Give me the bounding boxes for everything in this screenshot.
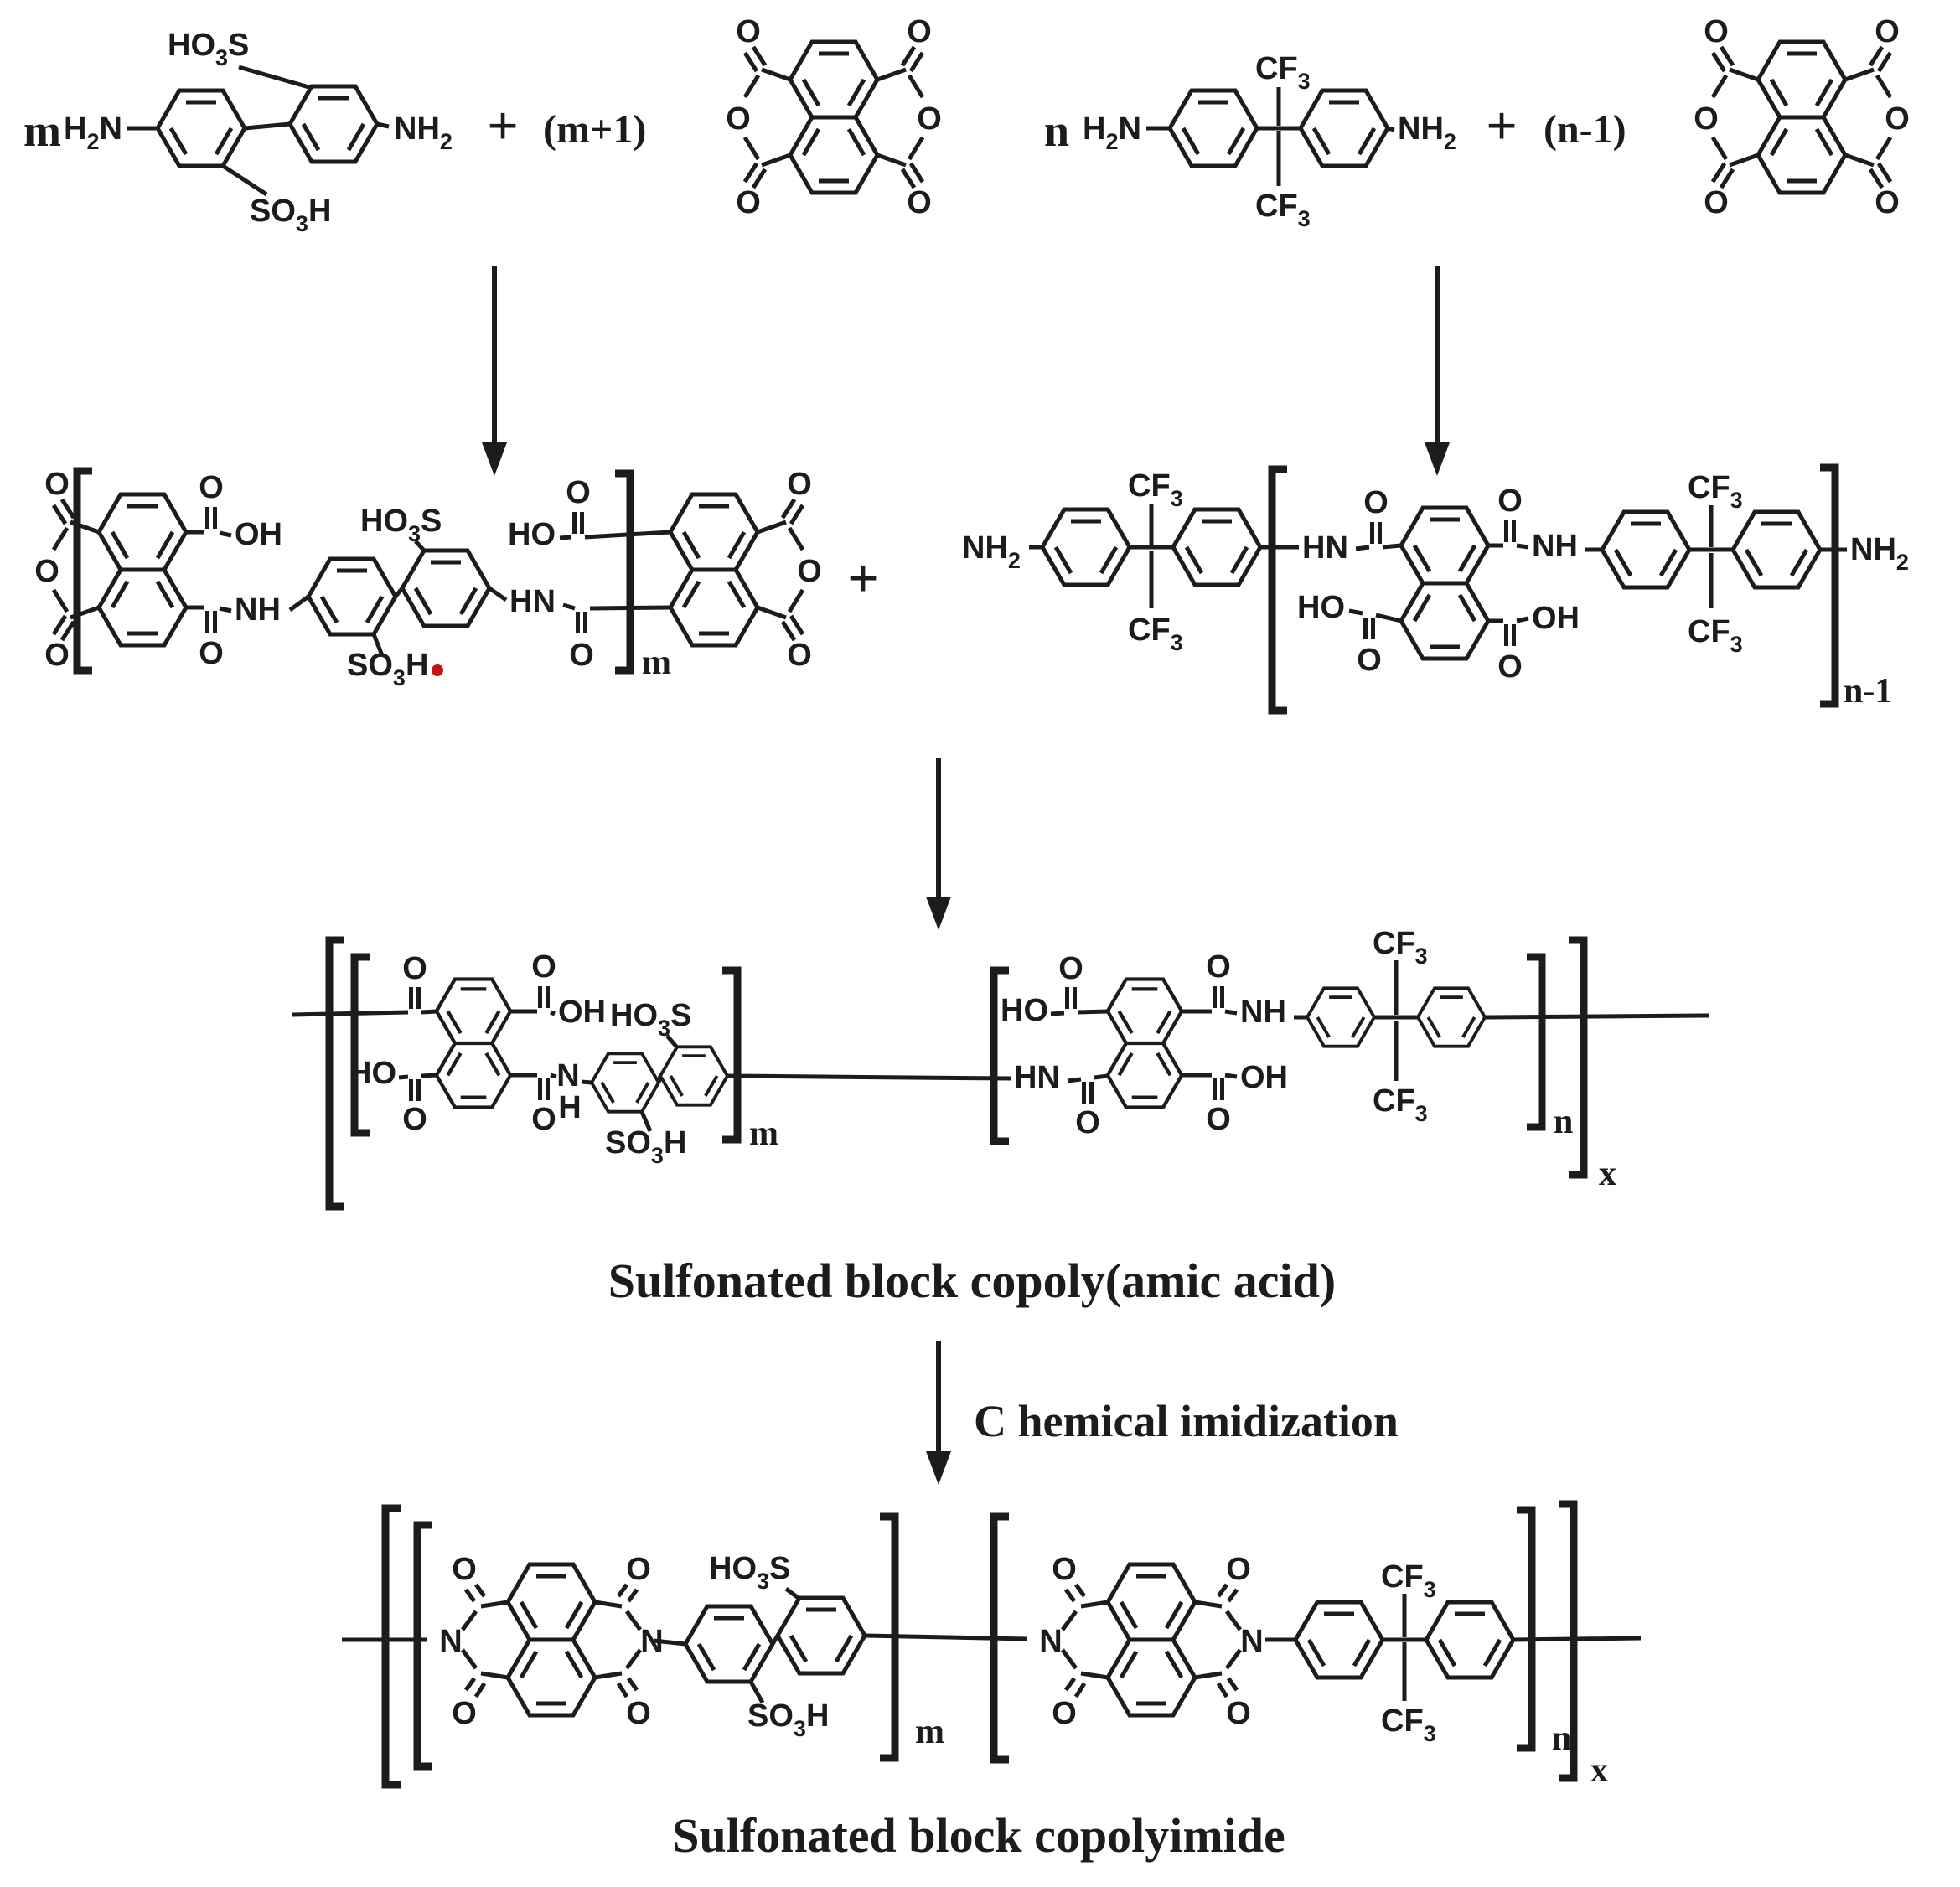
reactant-fluorinated-diamine (1044, 51, 1456, 231)
arrow-chemical-imidization (926, 1341, 951, 1485)
atom-label-o: O (1206, 1102, 1231, 1137)
double-bond (1215, 1078, 1223, 1100)
benzene-ring (1307, 988, 1374, 1046)
atom-label-ho3s: $HO_3S$ (709, 1551, 791, 1594)
benzene-ring (158, 90, 245, 166)
index-n: n (1552, 1719, 1572, 1758)
naphthalene-diimide (1039, 1552, 1263, 1731)
index-m: m (749, 1114, 778, 1153)
atom-label-ho3s: $HO_3S$ (168, 28, 250, 70)
benzene-ring (685, 1606, 773, 1682)
atom-label-ho: HO (1297, 590, 1345, 625)
arrow-down-right (1425, 266, 1450, 476)
red-dot (432, 664, 443, 676)
repeat-bracket-close (1820, 468, 1835, 704)
atom-label-o: O (797, 554, 822, 589)
benzene-ring (778, 1598, 865, 1673)
atom-label-o: O (569, 638, 594, 673)
oligomer-sulfonated-anhydride-capped (34, 467, 822, 690)
anhydride-bonds (745, 47, 790, 188)
repeat-bracket-close (615, 473, 630, 670)
arrow-to-copoly-amic-acid (926, 758, 951, 930)
outer-bracket-open (329, 940, 344, 1207)
atom-label-o: O (1497, 483, 1523, 519)
bonds (399, 1011, 1011, 1131)
double-bond (411, 987, 419, 1009)
repeat-bracket-close (1517, 1510, 1532, 1748)
benzene-ring (308, 559, 396, 634)
polymer-copoly-amic-acid (292, 926, 1709, 1207)
atom-label-h2n: $H_2N$ (1083, 111, 1141, 154)
atom-label-o: O (402, 951, 427, 986)
label-chemical-imidization: C hemical imidization (974, 1396, 1399, 1446)
benzene-ring (402, 551, 489, 626)
atom-label-o: O (34, 554, 59, 589)
atom-label-cf3: $CF_3$ (1381, 1703, 1436, 1746)
coefficient-n: n (1044, 106, 1070, 156)
atom-label-o: O (626, 1696, 651, 1731)
atom-label-o: O (44, 638, 70, 673)
atom-label-ho3s: $HO_3S$ (360, 504, 442, 546)
inner-bracket-open (354, 957, 370, 1133)
inner-bracket-open (417, 1525, 432, 1766)
double-bond (1373, 522, 1380, 544)
double-bond (1366, 618, 1373, 639)
atom-label-o: O (452, 1696, 477, 1731)
benzene-ring (1173, 509, 1260, 585)
naphthalene-unit (508, 1564, 595, 1715)
coefficient-m-plus-1: (m+1) (543, 107, 647, 152)
index-x: x (1590, 1751, 1608, 1790)
atom-label-o: O (1694, 101, 1719, 137)
atom-label-nh: NH (1240, 995, 1286, 1030)
atom-label-cf3: $CF_3$ (1255, 189, 1311, 231)
atom-label-oh: OH (1240, 1060, 1288, 1095)
atom-label-o: O (531, 949, 556, 985)
atom-label-cf3: $CF_3$ (1688, 614, 1743, 657)
atom-label-o: O (452, 1552, 477, 1587)
atom-label-nh: NH (1532, 529, 1578, 564)
index-n-minus-1: n-1 (1844, 672, 1893, 711)
chain-stub-left (292, 1012, 408, 1015)
repeat-bracket-close (1527, 957, 1542, 1127)
atom-label-nh2: $NH_2$ (1850, 532, 1909, 575)
atom-label-o: O (787, 638, 812, 673)
atom-label-o: O (1206, 949, 1231, 985)
caption-copolyimide: Sulfonated block copolyimide (672, 1808, 1285, 1863)
atom-label-h2n: $H_2N$ (64, 111, 122, 154)
naphthalene-unit (1401, 508, 1488, 659)
atom-label-nh2: $NH_2$ (394, 111, 453, 154)
index-m: m (915, 1713, 944, 1751)
imide-bonds (1195, 1585, 1240, 1697)
atom-label-oh: OH (558, 995, 606, 1030)
atom-label-o: O (1885, 101, 1910, 137)
atom-label-oh: OH (1532, 601, 1580, 636)
atom-label-o: O (726, 101, 751, 137)
atom-label-o: O (907, 185, 932, 220)
atom-label-o: O (626, 1552, 651, 1587)
atom-label-hn: HN (509, 584, 556, 619)
repeat-bracket-open (1272, 469, 1287, 711)
index-n: n (1554, 1103, 1574, 1141)
naphthalene-unit (670, 494, 758, 645)
atom-label-o: O (1226, 1696, 1251, 1731)
atom-label-n: N (439, 1624, 463, 1659)
atom-label-nh2: $NH_2$ (962, 530, 1021, 573)
double-bond (1068, 987, 1075, 1009)
repeat-bracket-open (77, 471, 92, 670)
atom-label-cf3: $CF_3$ (1381, 1559, 1436, 1602)
atom-label-o: O (531, 1102, 556, 1137)
anhydride-bonds (1713, 47, 1758, 188)
atom-label-o: O (907, 14, 932, 49)
naphthalene-unit (99, 494, 186, 645)
benzene-ring (1295, 1602, 1383, 1678)
double-bond (411, 1079, 419, 1101)
atom-label-o: O (1052, 1696, 1077, 1731)
atom-label-o: O (1497, 649, 1523, 685)
arrow-down-left (482, 266, 507, 476)
benzene-ring (1042, 509, 1130, 585)
atom-label-o: O (199, 636, 224, 671)
double-bond (540, 986, 548, 1008)
outer-bracket-open (385, 1508, 401, 1785)
atom-label-o: O (736, 14, 761, 49)
double-bond (208, 507, 215, 529)
atom-label-ho3s: $HO_3S$ (610, 998, 692, 1041)
atom-label-oh: OH (235, 517, 282, 552)
double-bond (1215, 986, 1223, 1008)
coefficient-n-minus-1: (n-1) (1544, 107, 1626, 152)
atom-label-o: O (1075, 1105, 1100, 1140)
naphthalene-unit (1758, 42, 1845, 193)
atom-label-o: O (199, 470, 224, 505)
double-bond (1507, 520, 1514, 542)
bonds (1029, 504, 1847, 621)
atom-label-cf3: $CF_3$ (1128, 613, 1183, 655)
naphthalene-unit (437, 980, 510, 1108)
atom-label-hn: HN (1302, 530, 1348, 566)
atom-label-n: N (640, 1624, 664, 1659)
benzene-ring (660, 1047, 727, 1104)
atom-label-h: H (558, 1090, 582, 1125)
plus-operator: + (1486, 96, 1518, 157)
atom-label-o: O (1058, 951, 1083, 986)
reactant-sulfonated-diamine (23, 28, 453, 236)
atom-label-n: N (1240, 1624, 1264, 1659)
benzene-ring (592, 1053, 659, 1111)
double-bond (578, 612, 586, 633)
atom-label-o: O (566, 475, 591, 510)
anhydride-bonds (877, 47, 923, 188)
imide-bonds (1063, 1585, 1108, 1697)
benzene-ring (1733, 512, 1820, 587)
atom-label-o: O (1226, 1552, 1251, 1587)
index-x: x (1599, 1155, 1616, 1193)
benzene-ring (1426, 1602, 1513, 1678)
atom-label-cf3: $CF_3$ (1373, 1083, 1428, 1126)
atom-label-o: O (1052, 1552, 1077, 1587)
atom-label-hn: HN (1014, 1060, 1060, 1095)
imide-bonds (595, 1585, 640, 1697)
atom-label-nh2: $NH_2$ (1398, 111, 1456, 154)
benzene-ring (1602, 512, 1689, 587)
atom-label-n: N (1039, 1624, 1063, 1659)
anhydride-bonds (1845, 47, 1890, 188)
atom-label-so3h: $SO_3H$ (747, 1698, 830, 1741)
atom-label-ho: HO (1001, 993, 1048, 1028)
double-bond (575, 512, 582, 534)
caption-copoly-amic-acid: Sulfonated block copoly(amic acid) (608, 1254, 1337, 1308)
index-m: m (642, 644, 671, 682)
atom-label-cf3: $CF_3$ (1688, 470, 1743, 513)
atom-label-o: O (1363, 485, 1389, 520)
atom-label-o: O (44, 467, 70, 502)
atom-label-o: O (917, 101, 942, 137)
repeat-bracket-close (722, 970, 737, 1140)
atom-label-ho: HO (349, 1056, 396, 1091)
atom-label-so3h: $SO_3H$ (347, 648, 429, 690)
atom-label-o: O (1357, 643, 1382, 678)
atom-label-o: O (787, 467, 812, 502)
atom-label-ho: HO (508, 517, 556, 552)
imide-bonds (463, 1585, 508, 1697)
polymer-copolyimide (342, 1504, 1641, 1790)
double-bond (208, 611, 215, 633)
plus-operator: + (847, 548, 879, 609)
oligomer-fluorinated-amine-capped (962, 468, 1909, 711)
atom-label-nh: NH (235, 592, 281, 628)
benzene-ring (1170, 90, 1257, 166)
naphthalene-unit (790, 42, 877, 193)
double-bond (540, 1078, 548, 1100)
bonds (1265, 1594, 1641, 1701)
benzene-ring (1301, 90, 1388, 166)
atom-label-o: O (402, 1102, 427, 1137)
atom-label-cf3: $CF_3$ (1373, 926, 1428, 969)
atom-label-o: O (1875, 185, 1900, 220)
naphthalene-unit (1108, 1564, 1195, 1715)
double-bond (1507, 624, 1514, 646)
benzene-ring (290, 86, 377, 162)
atom-label-o: O (1704, 14, 1729, 49)
atom-label-cf3: $CF_3$ (1255, 51, 1311, 94)
reactant-ntda-2 (1694, 14, 1910, 220)
benzene-ring (1418, 988, 1485, 1046)
atom-label-o: O (1875, 14, 1900, 49)
double-bond (1084, 1082, 1092, 1104)
plus-operator: + (487, 96, 519, 157)
naphthalene-diimide (439, 1552, 663, 1731)
coefficient-m: m (23, 106, 61, 156)
reactant-ntda-1 (726, 14, 942, 220)
atom-label-so3h: $SO_3H$ (605, 1125, 687, 1168)
atom-label-n: N (556, 1058, 580, 1093)
anhydride-bonds (758, 499, 803, 640)
atom-label-o: O (1704, 185, 1729, 220)
atom-label-so3h: $SO_3H$ (250, 194, 332, 236)
atom-label-o: O (736, 185, 761, 220)
atom-label-cf3: $CF_3$ (1128, 468, 1183, 511)
naphthalene-unit (1108, 980, 1182, 1108)
